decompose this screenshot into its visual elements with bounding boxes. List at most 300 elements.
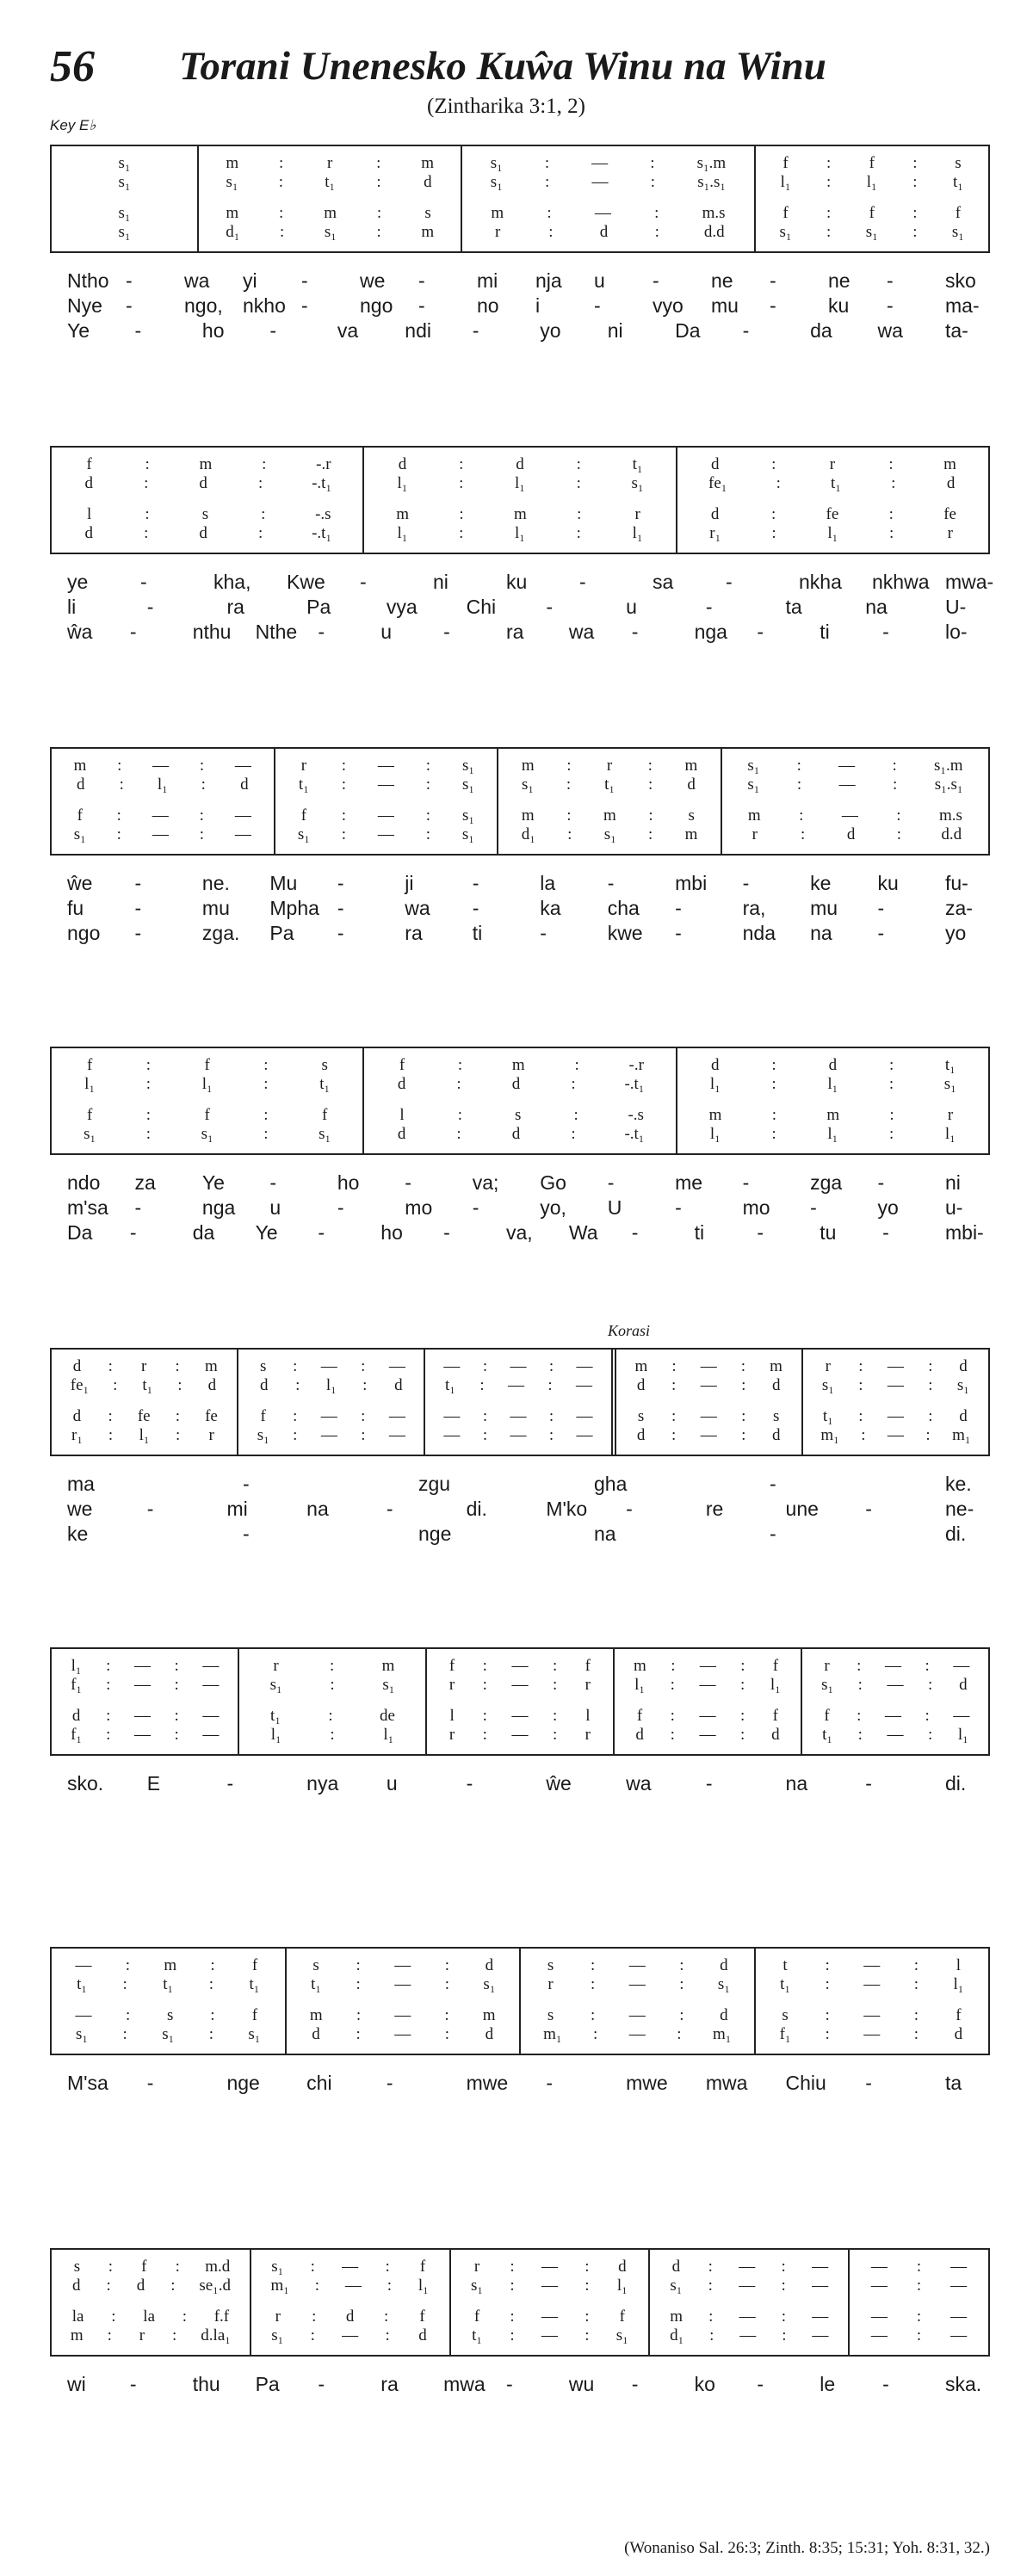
- lyric-syllable: -: [810, 1196, 817, 1219]
- voice-part-row: [199, 203, 461, 224]
- voice-part-row: [239, 1725, 425, 1745]
- solfa-note: d: [772, 1426, 781, 1444]
- lyric-syllable: nga: [201, 1196, 236, 1219]
- music-system-2: [50, 446, 994, 645]
- voice-part-row: [275, 756, 498, 776]
- solfa-note: f.f: [213, 2307, 230, 2326]
- hymn-title: Torani Unenesko Kuŵa Winu na Winu: [179, 44, 826, 89]
- measure: [52, 146, 197, 251]
- beat-colon: :: [670, 1676, 675, 1694]
- lyric-syllable: na: [865, 596, 888, 618]
- lyric-syllable: nga: [694, 621, 727, 643]
- solfa-note: —: [887, 1426, 904, 1444]
- beat-colon: :: [459, 474, 464, 492]
- beat-colon: :: [444, 1956, 449, 1974]
- voice-part-row: [803, 1356, 988, 1377]
- voice-part-row: [52, 1074, 362, 1095]
- solfa-note: -.t₁: [624, 1125, 645, 1143]
- solfa-note: —: [133, 1726, 151, 1744]
- solfa-note: -.r: [316, 455, 331, 473]
- lyric-syllable: di.: [945, 1772, 967, 1795]
- solfa-note: —: [591, 154, 609, 172]
- lyric-syllable: -: [506, 2373, 513, 2395]
- solfa-note: —: [510, 1426, 527, 1444]
- measure: [362, 448, 675, 553]
- measure: [52, 1949, 285, 2054]
- beat-colon: :: [361, 1426, 366, 1444]
- beat-colon: :: [928, 1376, 933, 1394]
- voice-part-row: [239, 1675, 425, 1696]
- solfa-note: se₁.d: [199, 2276, 232, 2295]
- beat-colon: :: [740, 1357, 746, 1375]
- voice-part-row: [238, 1406, 424, 1427]
- lyric-syllable: di.: [466, 1498, 487, 1520]
- voice-part-row: [52, 2307, 250, 2327]
- solfa-note: m: [396, 505, 410, 523]
- lyric-syllable: wa: [877, 319, 903, 342]
- solfa-note: d: [240, 775, 249, 794]
- solfa-note: s₁: [271, 2326, 284, 2344]
- solfa-note: f: [300, 806, 307, 825]
- solfa-note: d: [671, 2258, 681, 2276]
- solfa-note: r: [947, 524, 953, 542]
- beat-colon: :: [916, 2326, 922, 2344]
- solfa-note: —: [576, 1357, 593, 1375]
- beat-colon: :: [482, 1707, 487, 1725]
- voice-part-row: [803, 1375, 988, 1396]
- measure: [52, 2250, 250, 2355]
- beat-colon: :: [576, 474, 581, 492]
- lyric-syllable: yo: [540, 319, 561, 342]
- solfa-note: d: [636, 1426, 646, 1444]
- beat-colon: :: [329, 1657, 335, 1675]
- lyric-syllable: -: [770, 269, 776, 292]
- voice-part-row: [451, 2257, 649, 2277]
- solfa-note: d: [72, 1357, 82, 1375]
- solfa-note: r: [208, 1426, 214, 1444]
- solfa-note: l₁: [84, 1075, 96, 1093]
- lyric-syllable: -: [887, 294, 894, 317]
- beat-colon: :: [573, 1106, 578, 1124]
- solfa-note: r: [448, 1676, 455, 1694]
- measure: [250, 2250, 449, 2355]
- solfa-note: —: [443, 1357, 461, 1375]
- lyric-syllable: sko: [945, 269, 976, 292]
- lyric-syllable: -: [134, 319, 142, 342]
- lyric-syllable: -: [386, 2072, 393, 2094]
- solfa-note: s₁: [84, 1125, 96, 1143]
- solfa-note: d: [959, 1357, 968, 1375]
- beat-colon: :: [858, 1407, 863, 1425]
- beat-colon: :: [145, 505, 150, 523]
- solfa-note: s: [201, 505, 209, 523]
- solfa-note: s₁: [461, 757, 474, 775]
- lyric-syllable: fu-: [945, 872, 968, 894]
- lyric-syllable: -: [594, 294, 601, 317]
- lyric-line: [50, 1771, 990, 1796]
- solfa-note: d: [71, 1707, 81, 1725]
- solfa-note: m: [164, 1956, 177, 1974]
- solfa-note: m.d: [205, 2258, 231, 2276]
- solfa-note: —: [388, 1426, 405, 1444]
- lyric-syllable: -: [653, 269, 659, 292]
- solfa-note: t₁: [249, 1975, 260, 1993]
- lyric-syllable: lo-: [945, 621, 968, 643]
- beat-colon: :: [592, 2025, 598, 2043]
- beat-colon: :: [208, 1975, 213, 1993]
- solfa-note: —: [152, 757, 170, 775]
- beat-colon: :: [709, 2326, 714, 2344]
- voice-part-row: [615, 1675, 801, 1696]
- solfa-note: l: [399, 1106, 405, 1124]
- solfa-note: l₁: [515, 524, 525, 542]
- solfa-note: t₁: [298, 775, 309, 794]
- lyric-syllable: M'sa: [67, 2072, 108, 2094]
- solfa-note: la: [143, 2307, 156, 2326]
- lyric-line: [50, 318, 990, 343]
- lyric-syllable: li: [67, 596, 77, 618]
- solfa-note: —: [576, 1426, 593, 1444]
- solfa-note: s₁: [471, 2276, 484, 2295]
- lyric-syllable: ta: [945, 2072, 962, 2094]
- solfa-note: s₁.s₁: [697, 173, 727, 191]
- lyric-syllable: ni: [607, 319, 623, 342]
- lyric-syllable: ke.: [945, 1473, 972, 1495]
- beat-colon: :: [210, 1956, 215, 1974]
- beat-colon: :: [826, 204, 832, 222]
- solfa-note: d: [345, 2307, 355, 2326]
- beat-colon: :: [199, 825, 204, 843]
- solfa-note: —: [443, 1407, 461, 1425]
- lyric-syllable: mo: [742, 1196, 770, 1219]
- lyric-syllable: Ye: [201, 1171, 225, 1194]
- beat-colon: :: [553, 1676, 558, 1694]
- lyric-syllable: nge: [226, 2072, 260, 2094]
- voice-part-row: [425, 1406, 610, 1427]
- solfa-note: d: [84, 524, 93, 542]
- beat-colon: :: [119, 775, 124, 794]
- solfa-note: d: [710, 505, 720, 523]
- beat-colon: :: [174, 1726, 179, 1744]
- solfa-note: m: [324, 204, 337, 222]
- beat-colon: :: [928, 1676, 933, 1694]
- solfa-note: -.s: [628, 1106, 644, 1124]
- beat-colon: :: [482, 1357, 488, 1375]
- solfa-note: —: [863, 1956, 881, 1974]
- solfa-note: m: [684, 757, 698, 775]
- solfa-note: f: [955, 204, 962, 222]
- music-system-4: [50, 1047, 990, 1245]
- lyric-syllable: -: [770, 1523, 776, 1545]
- voice-part-row: [364, 504, 675, 525]
- voice-part-row: [802, 1656, 988, 1677]
- solfa-note: s₁: [118, 223, 131, 241]
- lyric-syllable: nda: [742, 922, 776, 944]
- solfa-note: l₁: [957, 1726, 968, 1744]
- lyric-syllable: va,: [506, 1221, 533, 1244]
- beat-colon: :: [928, 1357, 933, 1375]
- solfa-staff: [50, 1047, 990, 1155]
- voice-part-row: [850, 2276, 988, 2296]
- beat-colon: :: [425, 775, 431, 794]
- solfa-note: r: [273, 1657, 279, 1675]
- lyric-syllable: u: [269, 1196, 281, 1219]
- beat-colon: :: [888, 1056, 894, 1074]
- beat-colon: :: [654, 204, 659, 222]
- lyric-syllable: -: [882, 2373, 889, 2395]
- lyric-syllable: ma: [67, 1473, 95, 1495]
- solfa-note: s₁: [382, 1676, 395, 1694]
- beat-colon: :: [648, 806, 653, 825]
- beat-colon: :: [356, 2025, 361, 2043]
- lyric-syllable: yo,: [540, 1196, 566, 1219]
- lyric-syllable: ti: [472, 922, 483, 944]
- voice-part-row: [52, 2276, 250, 2296]
- lyric-line: [50, 921, 990, 946]
- solfa-note: m: [421, 223, 435, 241]
- beat-colon: :: [548, 1357, 554, 1375]
- beat-colon: :: [385, 2326, 390, 2344]
- beat-colon: :: [314, 2276, 320, 2295]
- lyric-syllable: -: [675, 1196, 682, 1219]
- beat-colon: :: [199, 806, 204, 825]
- lyric-syllable: -: [865, 2072, 872, 2094]
- lyric-syllable: ra: [380, 2373, 399, 2395]
- beat-colon: :: [740, 1676, 745, 1694]
- beat-colon: :: [263, 1075, 269, 1093]
- beat-colon: :: [310, 2326, 315, 2344]
- lyric-syllable: za-: [945, 897, 973, 919]
- lyric-syllable: -: [269, 319, 277, 342]
- lyric-syllable: ndo: [67, 1171, 101, 1194]
- beat-colon: :: [482, 1676, 487, 1694]
- solfa-note: —: [388, 1407, 405, 1425]
- lyric-syllable: ngo: [67, 922, 101, 944]
- solfa-note: —: [320, 1426, 337, 1444]
- solfa-note: d: [71, 2276, 81, 2295]
- solfa-note: m₁: [270, 2276, 289, 2295]
- beat-colon: :: [566, 806, 572, 825]
- measure: [721, 749, 988, 854]
- beat-colon: :: [781, 2276, 786, 2295]
- beat-colon: :: [585, 2326, 590, 2344]
- lyric-syllable: na: [306, 1498, 329, 1520]
- lyric-syllable: da: [810, 319, 832, 342]
- lyric-syllable: Mpha: [269, 897, 319, 919]
- solfa-note: r: [547, 1975, 554, 1993]
- measure: [461, 146, 753, 251]
- voice-part-row: [364, 1055, 675, 1076]
- lyric-syllable: na: [594, 1523, 616, 1545]
- voice-part-row: [451, 2276, 649, 2296]
- lyric-line: [50, 1497, 990, 1522]
- lyric-syllable: sa: [653, 571, 674, 593]
- lyric-syllable: cha: [607, 897, 640, 919]
- solfa-note: f₁: [71, 1726, 83, 1744]
- solfa-note: m: [226, 204, 239, 222]
- measure: [237, 1350, 424, 1455]
- beat-colon: :: [654, 223, 659, 241]
- beat-colon: :: [888, 455, 894, 473]
- solfa-note: d.d: [703, 223, 725, 241]
- beat-colon: :: [482, 1726, 487, 1744]
- voice-part-row: [677, 523, 988, 544]
- solfa-note: r: [473, 2258, 480, 2276]
- beat-colon: :: [648, 825, 653, 843]
- beat-colon: :: [776, 474, 781, 492]
- beat-colon: :: [479, 1376, 485, 1394]
- solfa-note: t₁: [632, 455, 643, 473]
- beat-colon: :: [341, 825, 347, 843]
- solfa-note: s₁: [118, 204, 131, 222]
- lyric-syllable: m'sa: [67, 1196, 108, 1219]
- solfa-note: d: [397, 1075, 406, 1093]
- voice-part-row: [52, 806, 274, 826]
- lyric-line: [50, 1220, 990, 1245]
- lyric-syllable: -: [134, 872, 142, 894]
- solfa-note: s₁: [76, 2025, 89, 2043]
- beat-colon: :: [796, 775, 802, 794]
- solfa-note: —: [152, 806, 169, 825]
- solfa-note: f: [585, 1657, 591, 1675]
- lyric-syllable: -: [675, 922, 682, 944]
- beat-colon: :: [544, 154, 550, 172]
- solfa-note: d: [772, 1376, 781, 1394]
- solfa-note: l₁: [780, 173, 791, 191]
- lyric-syllable: mu: [810, 897, 838, 919]
- lyric-syllable: mi: [477, 269, 498, 292]
- measure: [52, 1048, 362, 1153]
- lyric-syllable: gha: [594, 1473, 628, 1495]
- solfa-note: s₁: [865, 223, 878, 241]
- lyric-syllable: nkho: [243, 294, 286, 317]
- solfa-note: d: [84, 474, 93, 492]
- solfa-note: —: [699, 1676, 716, 1694]
- lyric-line: [50, 620, 990, 645]
- beat-colon: :: [362, 1376, 368, 1394]
- solfa-note: s₁: [248, 2025, 261, 2043]
- lyric-syllable: yi: [243, 269, 257, 292]
- beat-colon: :: [567, 825, 572, 843]
- voice-part-row: [52, 1974, 285, 1995]
- beat-colon: :: [279, 154, 284, 172]
- solfa-note: s₁: [257, 1426, 269, 1444]
- beat-colon: :: [781, 2307, 787, 2326]
- beat-colon: :: [896, 806, 901, 825]
- lyric-syllable: u: [594, 269, 605, 292]
- solfa-note: f: [869, 204, 875, 222]
- solfa-note: r₁: [71, 1426, 83, 1444]
- voice-part-row: [287, 1955, 520, 1976]
- solfa-note: s: [955, 154, 962, 172]
- lyric-syllable: -: [337, 922, 344, 944]
- solfa-note: d: [485, 2025, 494, 2043]
- solfa-note: —: [870, 2276, 888, 2295]
- beat-colon: :: [258, 524, 263, 542]
- solfa-note: f: [86, 1106, 93, 1124]
- voice-part-row: [251, 2326, 449, 2346]
- solfa-note: s: [782, 2006, 789, 2024]
- beat-colon: :: [796, 757, 801, 775]
- solfa-note: l₁: [770, 1676, 781, 1694]
- beat-colon: :: [262, 455, 267, 473]
- solfa-note: l₁: [953, 1975, 964, 1993]
- lyric-syllable: Kwe: [287, 571, 325, 593]
- solfa-note: —: [133, 1707, 151, 1725]
- voice-part-row: [364, 1124, 675, 1145]
- solfa-note: d: [599, 223, 609, 241]
- voice-part-row: [650, 2307, 848, 2327]
- beat-colon: :: [888, 1125, 894, 1143]
- lyric-syllable: -: [607, 872, 615, 894]
- lyric-syllable: ta: [785, 596, 802, 618]
- solfa-note: d: [511, 1125, 521, 1143]
- beat-colon: :: [826, 154, 832, 172]
- solfa-note: —: [739, 2326, 757, 2344]
- measure: [754, 1949, 989, 2054]
- lyric-syllable: mwe: [466, 2072, 509, 2094]
- lyric-line: [50, 2071, 990, 2096]
- solfa-note: l: [585, 1707, 591, 1725]
- voice-part-row: [52, 2326, 250, 2346]
- lyric-syllable: -: [626, 1498, 633, 1520]
- solfa-note: f: [204, 1056, 210, 1074]
- voice-part-row: [199, 172, 461, 193]
- solfa-note: l₁: [616, 2276, 628, 2295]
- solfa-note: f: [399, 1056, 405, 1074]
- solfa-note: —: [812, 2276, 829, 2295]
- solfa-note: -.s: [315, 505, 331, 523]
- solfa-note: —: [342, 2258, 359, 2276]
- beat-colon: :: [913, 1975, 919, 1993]
- lyric-syllable: -: [337, 1196, 344, 1219]
- measure: [52, 749, 274, 854]
- beat-colon: :: [459, 455, 464, 473]
- solfa-note: f: [419, 2258, 426, 2276]
- solfa-note: l₁: [397, 524, 408, 542]
- beat-colon: :: [858, 1376, 863, 1394]
- solfa-note: r: [824, 1657, 830, 1675]
- lyric-syllable: -: [770, 1473, 776, 1495]
- beat-colon: :: [892, 757, 897, 775]
- solfa-note: r: [327, 154, 333, 172]
- beat-colon: :: [888, 524, 894, 542]
- solfa-note: —: [887, 1376, 904, 1394]
- solfa-note: d: [771, 1726, 780, 1744]
- solfa-note: —: [394, 2025, 411, 2043]
- solfa-note: —: [202, 1726, 220, 1744]
- solfa-note: r: [275, 2307, 281, 2326]
- solfa-note: m: [421, 154, 435, 172]
- lyric-syllable: -: [386, 1498, 393, 1520]
- solfa-note: f: [77, 806, 83, 825]
- voice-part-row: [498, 756, 721, 776]
- voice-part-row: [722, 775, 988, 795]
- lyric-syllable: -: [337, 897, 344, 919]
- solfa-note: s: [637, 1407, 645, 1425]
- solfa-note: —: [510, 1357, 527, 1375]
- solfa-note: —: [887, 1726, 904, 1744]
- solfa-note: r₁: [709, 524, 721, 542]
- beat-colon: :: [145, 1075, 152, 1093]
- solfa-note: d: [635, 1726, 644, 1744]
- solfa-note: —: [739, 2307, 756, 2326]
- beat-colon: :: [708, 2307, 714, 2326]
- beat-colon: :: [708, 2276, 713, 2295]
- measure: [52, 448, 362, 553]
- lyric-syllable: na: [810, 922, 832, 944]
- solfa-note: r: [300, 757, 307, 775]
